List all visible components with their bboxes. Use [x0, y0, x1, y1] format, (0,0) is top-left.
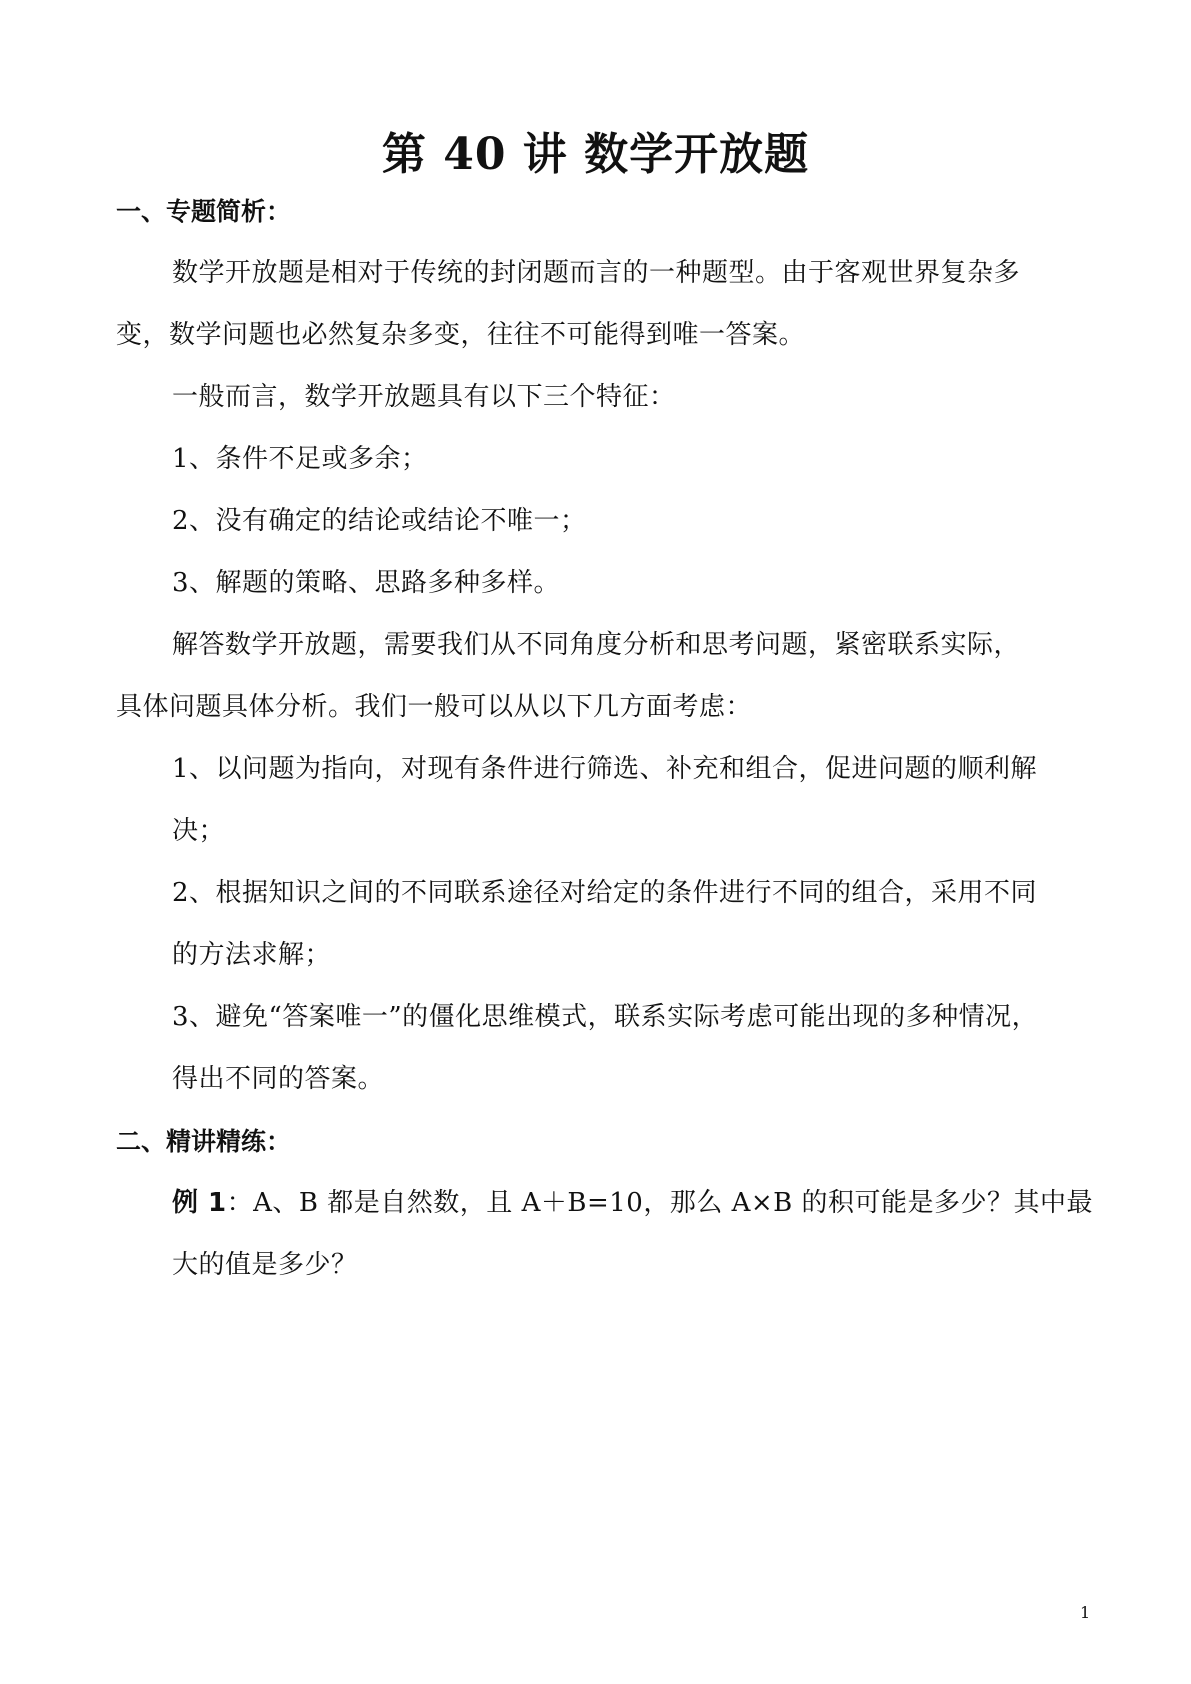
- page-number: 1: [1080, 1603, 1091, 1622]
- example-1-question: ：A、B 都是自然数，且 A＋B=10，那么 A×B 的积可能是多少？其中最: [226, 1188, 1094, 1218]
- document-title: 第 40 讲 数学开放题: [381, 129, 810, 180]
- intro-paragraph-line-2: 变，数学问题也必然复杂多变，往往不可能得到唯一答案。: [116, 320, 806, 350]
- feature-item-1: 1、条件不足或多余；: [172, 444, 428, 474]
- features-intro: 一般而言，数学开放题具有以下三个特征：: [172, 382, 676, 412]
- method-item-2-line-1: 2、根据知识之间的不同联系途径对给定的条件进行不同的组合，采用不同: [172, 878, 1038, 908]
- method-item-2-line-2: 的方法求解；: [172, 940, 332, 970]
- intro-paragraph-line-1: 数学开放题是相对于传统的封闭题而言的一种题型。由于客观世界复杂多: [172, 258, 1021, 288]
- feature-item-3: 3、解题的策略、思路多种多样。: [172, 568, 561, 598]
- example-1-line-2: 大的值是多少？: [172, 1250, 358, 1280]
- method-item-1-line-2: 决；: [172, 816, 226, 846]
- method-item-1-line-1: 1、以问题为指向，对现有条件进行筛选、补充和组合，促进问题的顺利解: [172, 754, 1038, 784]
- example-1-line-1: [172, 1182, 1093, 1219]
- approach-paragraph-line-2: 具体问题具体分析。我们一般可以从以下几方面考虑：: [116, 692, 753, 722]
- method-item-3-line-2: 得出不同的答案。: [172, 1064, 385, 1094]
- section-heading-2: 二、精讲精练：: [116, 1127, 292, 1156]
- feature-item-2: 2、没有确定的结论或结论不唯一；: [172, 506, 587, 536]
- method-item-3-line-1: 3、避免“答案唯一”的僵化思维模式，联系实际考虑可能出现的多种情况，: [172, 1002, 1039, 1032]
- example-1-label: 例 1: [172, 1188, 227, 1218]
- approach-paragraph-line-1: 解答数学开放题，需要我们从不同角度分析和思考问题，紧密联系实际，: [172, 630, 1021, 660]
- section-heading-1: 一、专题简析：: [116, 197, 292, 226]
